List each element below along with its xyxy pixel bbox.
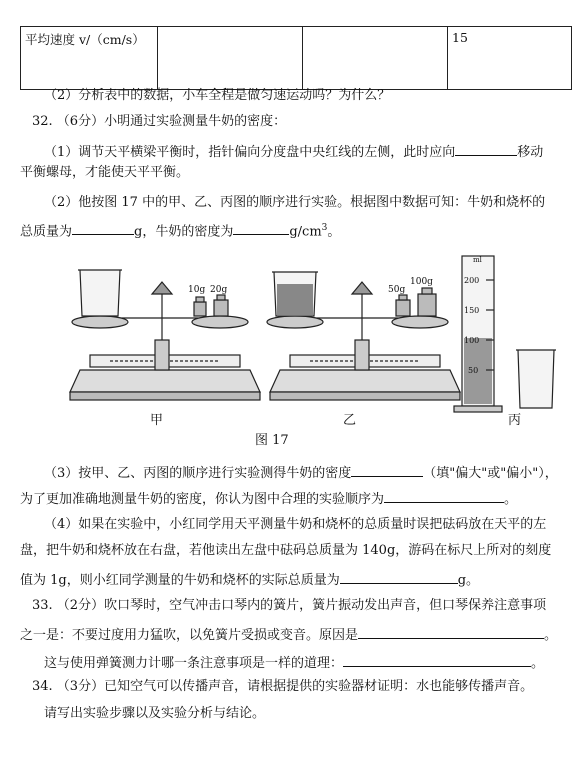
q33-line3: 这与使用弹簧测力计哪一条注意事项是一样的道理： 。 xyxy=(44,652,544,672)
answer-blank[interactable] xyxy=(72,220,134,235)
figure-17 xyxy=(60,250,560,450)
q34-line2: 请写出实验步骤以及实验分析与结论。 xyxy=(44,706,266,721)
q32-part3-cont: 为了更加准确地测量牛奶的密度，你认为图中合理的实验顺序为 。 xyxy=(20,488,517,508)
answer-blank[interactable] xyxy=(351,462,423,477)
q32-part4: （4）如果在实验中，小红同学用天平测量牛奶和烧杯的总质量时误把砝码放在天平的左 xyxy=(44,517,547,532)
q33-line2: 之一是：不要过度用力猛吹，以免簧片受损或变音。原因是 。 xyxy=(20,624,557,644)
q32-header: 32. （6分）小明通过实验测量牛奶的密度： xyxy=(32,114,287,129)
answer-blank[interactable] xyxy=(233,220,289,235)
q32-part2-cont: 总质量为 g，牛奶的密度为 $g/cm^3$。 xyxy=(20,220,340,240)
label-yi: 乙 xyxy=(343,413,357,428)
q32-part2: （2）他按图 17 中的甲、乙、丙图的顺序进行实验。根据图中数据可知：牛奶和烧杯的 xyxy=(44,195,546,210)
answer-blank[interactable] xyxy=(455,141,517,156)
cylinder-tick: 50 xyxy=(468,366,479,375)
q32-part4-cont1: 盘，把牛奶和烧杯放在右盘，若他读出左盘中砝码总质量为 140g，游码在标尺上所对的刻度 xyxy=(20,543,552,558)
q32-part1: （1）调节天平横梁平衡时，指针偏向分度盘中央红线的左侧，此时应向 移动 xyxy=(44,141,543,161)
weight-label-20g: 20g xyxy=(210,285,228,295)
speed-table xyxy=(20,26,572,90)
table-cell-value: 15 xyxy=(448,27,572,90)
answer-blank[interactable] xyxy=(384,488,504,503)
cylinder-tick: 200 xyxy=(464,276,480,285)
cylinder-unit: ml xyxy=(473,256,482,264)
q34-line1: 34. （3分）已知空气可以传播声音，请根据提供的实验器材证明：水也能够传播声音。 xyxy=(32,679,534,694)
weight-label-50g: 50g xyxy=(388,285,406,295)
q32-part1-cont: 平衡螺母，才能使天平平衡。 xyxy=(20,165,190,180)
table-cell-label: 平均速度 v/（cm/s） xyxy=(21,27,158,90)
q32-part4-cont2: 值为 1g，则小红同学测量的牛奶和烧杯的实际总质量为 g。 xyxy=(20,569,479,589)
q31-part2: （2）分析表中的数据，小车全程是做匀速运动吗？为什么？ xyxy=(44,88,391,103)
table-cell xyxy=(158,27,303,90)
q32-part3: （3）按甲、乙、丙图的顺序进行实验测得牛奶的密度 （填"偏大"或"偏小"）， xyxy=(44,462,558,482)
label-bing: 丙 xyxy=(508,413,522,428)
cylinder-tick: 150 xyxy=(464,306,480,315)
table-row xyxy=(21,27,572,90)
cylinder-tick: 100 xyxy=(464,336,480,345)
q33-line1: 33. （2分）吹口琴时，空气冲击口琴内的簧片，簧片振动发出声音，但口琴保养注意事项 xyxy=(32,598,547,613)
label-jia: 甲 xyxy=(150,413,164,428)
weight-label-100g: 100g xyxy=(410,277,433,287)
table-cell xyxy=(303,27,448,90)
balance-a xyxy=(70,270,260,400)
answer-blank[interactable] xyxy=(340,569,458,584)
weight-label-10g: 10g xyxy=(188,285,206,295)
balance-b xyxy=(267,272,460,400)
answer-blank[interactable] xyxy=(358,624,544,639)
answer-blank[interactable] xyxy=(343,652,531,667)
figure-caption: 图 17 xyxy=(255,433,289,448)
